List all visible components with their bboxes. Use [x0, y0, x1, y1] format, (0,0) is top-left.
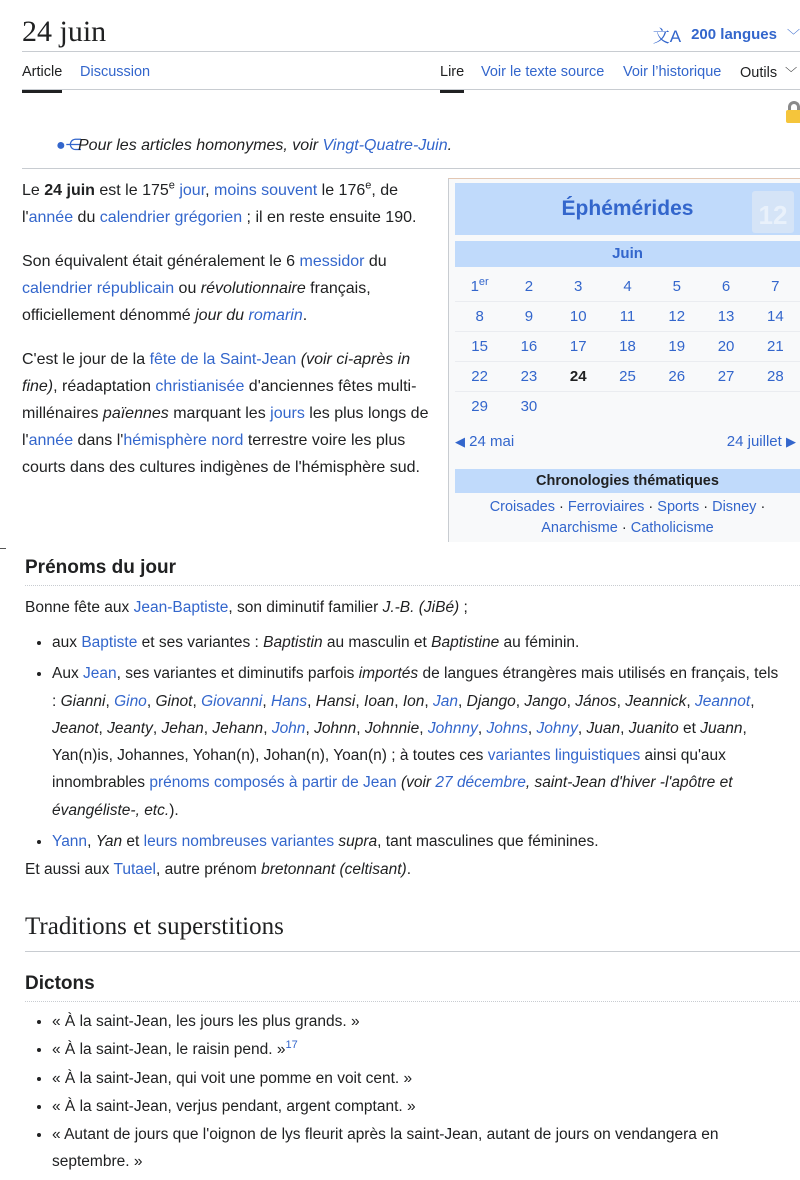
- list-item: • Yann, Yan et leurs nombreuses variantes supra, tant masculines que féminines.: [52, 828, 786, 855]
- link-prenoms-composes[interactable]: prénoms composés à partir de Jean: [149, 774, 397, 792]
- calendar-day-11[interactable]: 11: [619, 308, 636, 325]
- link-baptiste[interactable]: Baptiste: [81, 634, 138, 651]
- name-variant: Ion: [402, 692, 425, 710]
- tabs-divider: [22, 89, 800, 90]
- calendar-day-6[interactable]: 6: [721, 278, 731, 295]
- calendar-grid: [455, 272, 800, 422]
- link-calendrier-gregorien[interactable]: calendrier grégorien: [99, 209, 243, 226]
- ephemerides-infobox: [448, 178, 800, 542]
- calendar-week-row: [455, 272, 800, 302]
- page-tabs: [22, 52, 800, 90]
- link-name-jeannot[interactable]: Jeannot: [695, 692, 751, 710]
- chronology-link-catholicisme[interactable]: Catholicisme: [630, 520, 714, 536]
- link-messidor[interactable]: messidor: [299, 253, 365, 270]
- calendar-week-row: [455, 302, 800, 332]
- link-leurs-nombreuses-variantes[interactable]: leurs nombreuses variantes: [143, 833, 335, 851]
- calendar-day-18[interactable]: 18: [619, 338, 636, 355]
- calendar-day-1er[interactable]: 1er: [470, 276, 489, 295]
- link-name-giovanni[interactable]: Giovanni: [201, 692, 263, 710]
- intro-paragraph-1: Le 24 juin est le 175e jour, moins souvent le 176e, de l'année du calendrier grégorien ; il en reste ensuite 190.: [22, 179, 417, 226]
- link-fete-saint-jean[interactable]: fête de la Saint-Jean: [149, 351, 297, 368]
- dicton-item: • « À la saint-Jean, qui voit une pomme en voit cent. »: [52, 1065, 786, 1092]
- link-annee[interactable]: année: [28, 209, 74, 226]
- calendar-day-9[interactable]: 9: [524, 308, 534, 325]
- calendar-day-13[interactable]: 13: [717, 308, 735, 325]
- translate-icon: 文A: [652, 27, 682, 46]
- name-variant: Juanito: [628, 719, 679, 737]
- calendar-day-30[interactable]: 30: [520, 398, 538, 415]
- name-variant: Ginot: [155, 692, 193, 710]
- link-jours[interactable]: jours: [270, 405, 305, 422]
- name-variant: Johnnie: [364, 719, 420, 737]
- section-divider: [25, 1001, 800, 1002]
- calendar-day-8[interactable]: 8: [475, 308, 484, 325]
- calendar-icon: 12: [752, 191, 794, 233]
- calendar-day-10[interactable]: 10: [569, 308, 587, 325]
- prenoms-outro: Et aussi aux Tutael, autre prénom bretonnant (celtisant).: [25, 861, 412, 878]
- section-heading-traditions: Traditions et superstitions: [25, 913, 284, 940]
- chronology-link-anarchisme[interactable]: Anarchisme: [541, 520, 618, 536]
- section-divider: [25, 951, 800, 952]
- tab-view-history[interactable]: Voir l’historique: [623, 64, 722, 80]
- calendar-day-12[interactable]: 12: [668, 308, 686, 325]
- name-variant: Jeanot: [52, 719, 99, 737]
- name-variant: Django: [466, 692, 516, 710]
- name-variant: Johnn: [314, 719, 357, 737]
- calendar-empty-cell: [652, 392, 701, 422]
- tools-label: Outils: [740, 65, 778, 81]
- separator: ·: [617, 520, 631, 536]
- list-item: • Aux Jean, ses variantes et diminutifs parfois importés de langues étrangères mais utilisés en français, tels : Gianni, Gino, Ginot, Giovanni, Hans, Hansi, Ioan, Ion, Jan, Django, Jango, János, Jeannick, Jeannot, Jeanot, Jeanty, Jehan, Jehann, John, Johnn, Johnnie, Johnny, Johns, Johny, Juan, Juanito et Juann, Yan(n)is, Johannes, Yohan(n), Johan(n), Yoan(n) ; à toutes ces variantes linguistiques ainsi qu'aux innombrables prénoms composés à partir de Jean (voir 27 décembre, saint-Jean d'hiver -l'apôtre et évangéliste-, etc.).: [52, 660, 786, 824]
- chevron-down-icon: ﹀: [786, 28, 800, 43]
- link-jean[interactable]: Jean: [83, 665, 117, 683]
- section-divider: [25, 585, 800, 586]
- dicton-item: • « Autant de jours que l'oignon de lys fleurit après la saint-Jean, autant de jours on vendangera en septembre. »: [52, 1121, 786, 1176]
- name-variant: Jeanty: [107, 719, 153, 737]
- chevron-down-icon: ﹀: [785, 66, 798, 80]
- calendar-day-23[interactable]: 23: [520, 368, 538, 385]
- calendar-day-21[interactable]: 21: [766, 338, 784, 355]
- prenoms-list: [35, 629, 786, 856]
- tab-view-source[interactable]: Voir le texte source: [481, 64, 605, 80]
- link-name-hans[interactable]: Hans: [270, 692, 308, 710]
- chronology-link-disney[interactable]: Disney: [712, 499, 757, 515]
- dicton-item: • « À la saint-Jean, verjus pendant, argent comptant. »: [52, 1093, 786, 1120]
- chronologies-links: [455, 497, 800, 539]
- hatnote-divider: [22, 168, 800, 169]
- link-yann[interactable]: Yann: [52, 833, 88, 851]
- dicton-item: • « À la saint-Jean, les jours les plus grands. »: [52, 1008, 786, 1035]
- intro-paragraph-3: C'est le jour de la fête de la Saint-Jean (voir ci-après in fine), réadaptation christianisée d'anciennes fêtes multi-millénaires païennes marquant les jours les plus longs de l'année dans l'hémisphère nord terrestre voire les plus courts dans des cultures indigènes de l'hémisphère sud.: [22, 351, 429, 476]
- tab-article[interactable]: Article: [22, 64, 63, 80]
- link-name-gino[interactable]: Gino: [114, 692, 147, 710]
- name-variant: Jehann: [212, 719, 264, 737]
- triangle-right-icon: ▶: [786, 434, 796, 449]
- infobox-month[interactable]: Juin: [455, 241, 800, 267]
- chronology-link-sports[interactable]: Sports: [657, 499, 700, 515]
- list-item: • aux Baptiste et ses variantes : Baptistin au masculin et Baptistine au féminin.: [52, 629, 786, 656]
- link-tutael[interactable]: Tutael: [113, 861, 156, 878]
- name-variant: Jeannick: [625, 692, 687, 710]
- name-variant: Jango: [524, 692, 567, 710]
- calendar-empty-cell: [751, 392, 800, 422]
- calendar-empty-cell: [554, 392, 603, 422]
- name-variant: Hansi: [315, 692, 356, 710]
- calendar-day-22[interactable]: 22: [471, 368, 488, 385]
- semi-protection-lock-icon[interactable]: [786, 101, 800, 123]
- languages-button[interactable]: [653, 22, 800, 47]
- calendar-day-15[interactable]: 15: [471, 338, 488, 355]
- separator: ·: [756, 499, 766, 515]
- calendar-day-4[interactable]: 4: [623, 278, 632, 295]
- link-jean-baptiste[interactable]: Jean-Baptiste: [133, 599, 229, 616]
- languages-label: 200 langues: [691, 26, 777, 43]
- calendar-day-20[interactable]: 20: [717, 338, 735, 355]
- calendar-day-16[interactable]: 16: [520, 338, 538, 355]
- link-variantes-linguistiques[interactable]: variantes linguistiques: [487, 747, 641, 765]
- name-variant: János: [575, 692, 617, 710]
- calendar-day-29[interactable]: 29: [471, 398, 488, 415]
- link-jour[interactable]: jour: [179, 182, 206, 199]
- name-variant: Ioan: [364, 692, 395, 710]
- separator: ·: [644, 499, 658, 515]
- hatnote: ●⋲Pour les articles homonymes, voir Vingt-Quatre-Juin.: [56, 137, 453, 154]
- link-hemisphere-nord[interactable]: hémisphère nord: [123, 432, 244, 449]
- calendar-week-row: [455, 332, 800, 362]
- section-heading-prenoms: Prénoms du jour: [25, 557, 176, 578]
- link-romarin[interactable]: romarin: [248, 307, 303, 324]
- separator: ·: [554, 499, 568, 515]
- calendar-day-2[interactable]: 2: [524, 278, 534, 295]
- calendar-day-7[interactable]: 7: [771, 278, 780, 295]
- calendar-week-row: [455, 392, 800, 422]
- link-moins-souvent[interactable]: moins souvent: [214, 182, 318, 199]
- intro-text: [22, 177, 442, 498]
- calendar-day-28[interactable]: 28: [766, 368, 784, 385]
- hatnote-link[interactable]: Vingt-Quatre-Juin: [322, 137, 448, 154]
- infobox-title[interactable]: Éphémérides 12: [455, 183, 800, 235]
- name-variant: Gianni: [60, 692, 106, 710]
- link-name-jan[interactable]: Jan: [433, 692, 458, 710]
- link-christianisee[interactable]: christianisée: [155, 378, 245, 395]
- link-27-decembre[interactable]: 27 décembre: [435, 774, 526, 792]
- margin-mark: [0, 548, 6, 549]
- chronology-link-croisades[interactable]: Croisades: [489, 499, 555, 515]
- name-variant: Jehan: [161, 719, 204, 737]
- calendar-day-26[interactable]: 26: [668, 368, 686, 385]
- calendar-day-3[interactable]: 3: [574, 278, 583, 295]
- calendar-day-17[interactable]: 17: [569, 338, 587, 355]
- calendar-day-14[interactable]: 14: [766, 308, 784, 325]
- chronology-link-ferroviaires[interactable]: Ferroviaires: [567, 499, 645, 515]
- next-month-link[interactable]: 24 juillet ▶: [726, 433, 796, 450]
- separator: ·: [699, 499, 713, 515]
- link-name-johnny[interactable]: Johnny: [427, 719, 478, 737]
- calendar-week-row: [455, 362, 800, 392]
- page-title: 24 juin: [22, 15, 107, 48]
- link-annee-2[interactable]: année: [28, 432, 74, 449]
- triangle-left-icon: ◀: [455, 434, 465, 449]
- calendar-empty-cell: [701, 392, 750, 422]
- tab-discussion[interactable]: Discussion: [80, 64, 151, 80]
- calendar-day-19[interactable]: 19: [668, 338, 686, 355]
- tools-menu[interactable]: [740, 64, 797, 81]
- name-variants: Gianni, Gino, Ginot, Giovanni, Hans, Hansi, Ioan, Ion, Jan, Django, Jango, János, Jeannick, Jeannot, Jeanot, Jeanty, Jehan, Jehann, John, Johnn, Johnnie, Johnny, Johns, Johny, Juan, Juanito: [52, 692, 755, 737]
- dictons-list: [35, 1008, 786, 1177]
- calendar-day-5[interactable]: 5: [672, 278, 681, 295]
- link-name-johns[interactable]: Johns: [486, 719, 528, 737]
- name-variant: Juan: [586, 719, 621, 737]
- link-name-john[interactable]: John: [271, 719, 306, 737]
- intro-paragraph-2: Son équivalent était généralement le 6 messidor du calendrier républicain ou révolutionnaire français, officiellement dénommé jour du romarin.: [22, 253, 387, 324]
- disambiguation-icon: ●⋲: [56, 137, 82, 154]
- prenoms-intro: Bonne fête aux Jean-Baptiste, son diminutif familier J.-B. (JiBé) ;: [25, 599, 468, 616]
- calendar-day-24: 24: [569, 368, 587, 385]
- calendar-day-25[interactable]: 25: [619, 368, 636, 385]
- dicton-item: • « À la saint-Jean, le raisin pend. »$^{17}$: [52, 1036, 786, 1063]
- link-name-johny[interactable]: Johny: [536, 719, 578, 737]
- reference-link[interactable]: 17: [285, 1039, 298, 1052]
- tab-read[interactable]: Lire: [440, 64, 465, 80]
- previous-month-link[interactable]: ◀ 24 mai: [455, 433, 515, 450]
- calendar-empty-cell: [603, 392, 652, 422]
- link-calendrier-republicain[interactable]: calendrier républicain: [22, 280, 175, 297]
- section-heading-dictons: Dictons: [25, 973, 95, 994]
- chronologies-heading: Chronologies thématiques: [455, 469, 800, 493]
- calendar-day-27[interactable]: 27: [717, 368, 735, 385]
